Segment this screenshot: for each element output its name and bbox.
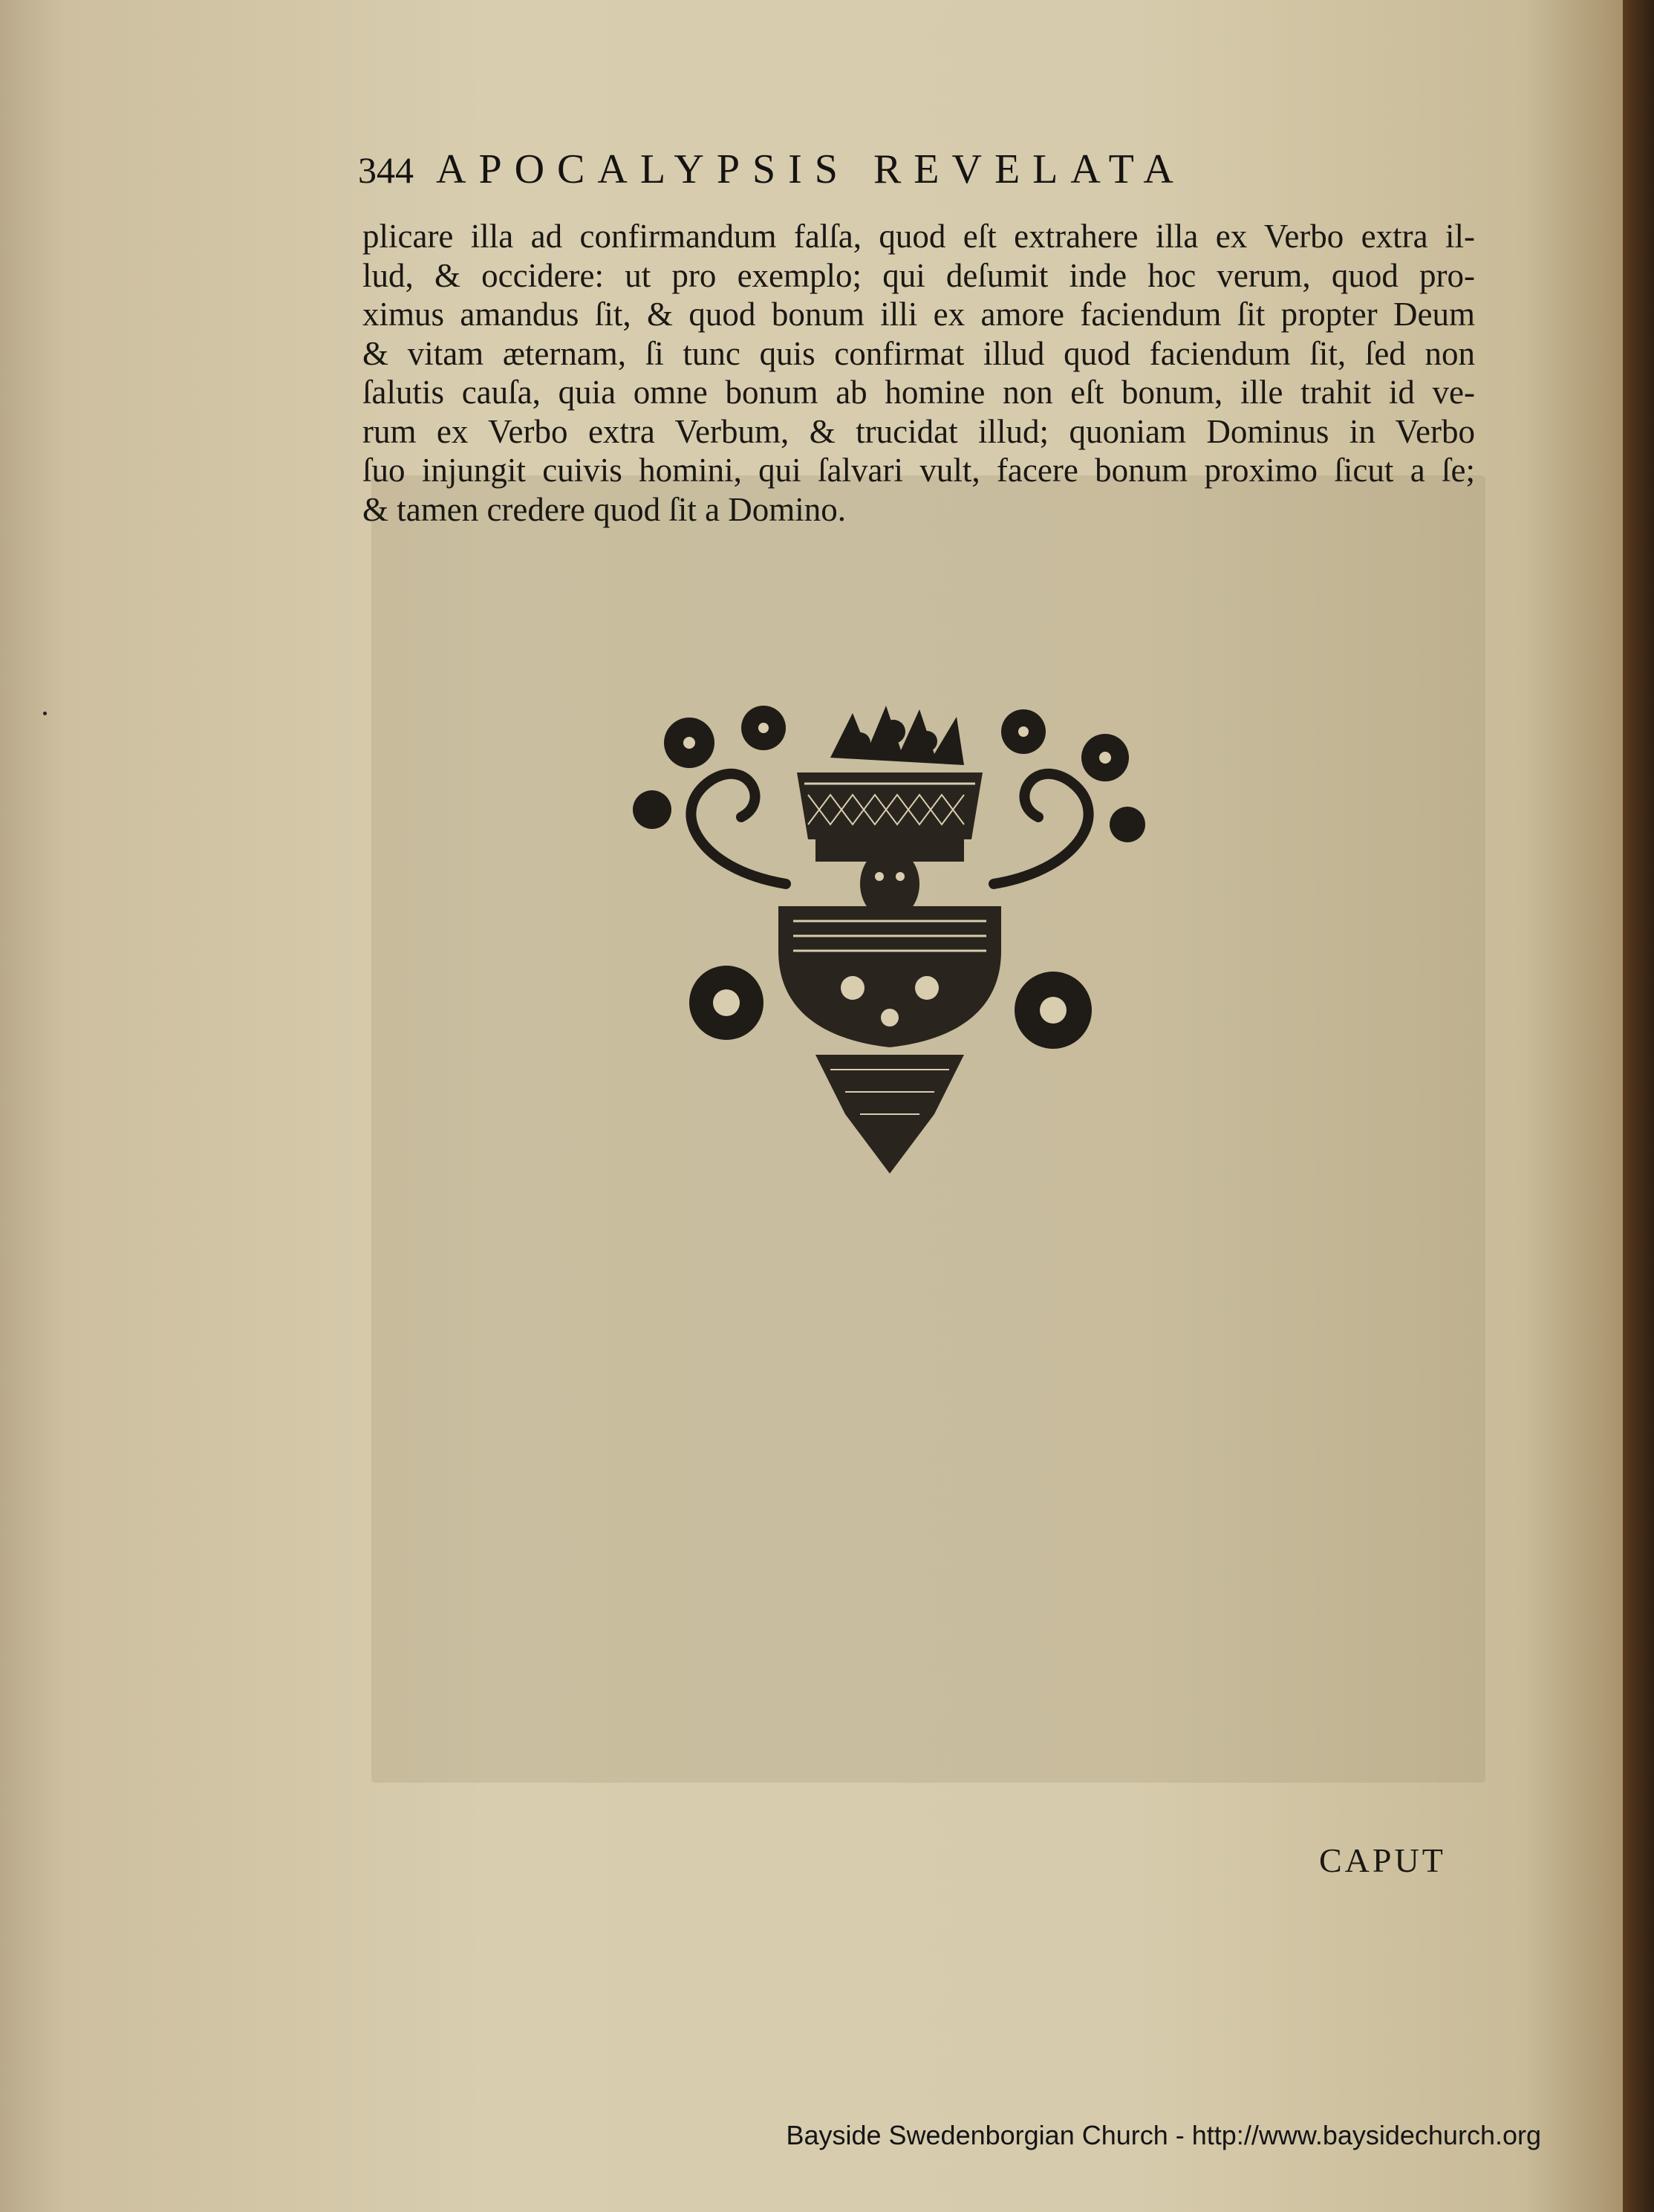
page-header	[358, 146, 1427, 212]
page-number: 344	[358, 149, 414, 191]
text-line: ximus amandus ſit, & quod bonum illi ex amore faciendum ſit propter Deum	[362, 296, 1475, 333]
catchword: CAPUT	[1319, 1841, 1446, 1879]
text-line: plicare illa ad confirmandum falſa, quod eſt extrahere illa ex Verbo extra il-	[362, 218, 1475, 255]
ink-speck	[43, 712, 47, 715]
text-line: lud, & occidere: ut pro exemplo; qui deſumit inde hoc verum, quod pro-	[362, 256, 1475, 294]
text-line: & tamen credere quod ſit a Domino.	[362, 490, 847, 528]
text-line: ſalutis cauſa, quia omne bonum ab homine non eſt bonum, ille trahit id ve-	[362, 374, 1475, 411]
text-line: rum ex Verbo extra Verbum, & trucidat illud; quoniam Dominus in Verbo	[362, 412, 1475, 450]
text-line: ſuo injungit cuivis homini, qui ſalvari vult, facere bonum proximo ſicut a ſe;	[362, 452, 1475, 489]
body-text	[362, 217, 1475, 529]
crown-floral-vignette-icon	[608, 698, 1172, 1196]
book-edge	[1623, 0, 1654, 2212]
running-title: APOCALYPSIS REVELATA	[436, 146, 1186, 192]
watermark-credit: Bayside Swedenborgian Church - http://www.baysidechurch.org	[786, 2120, 1541, 2150]
text-line: & vitam æternam, ſi tunc quis confirmat illud quod faciendum ſit, ſed non	[362, 334, 1475, 372]
